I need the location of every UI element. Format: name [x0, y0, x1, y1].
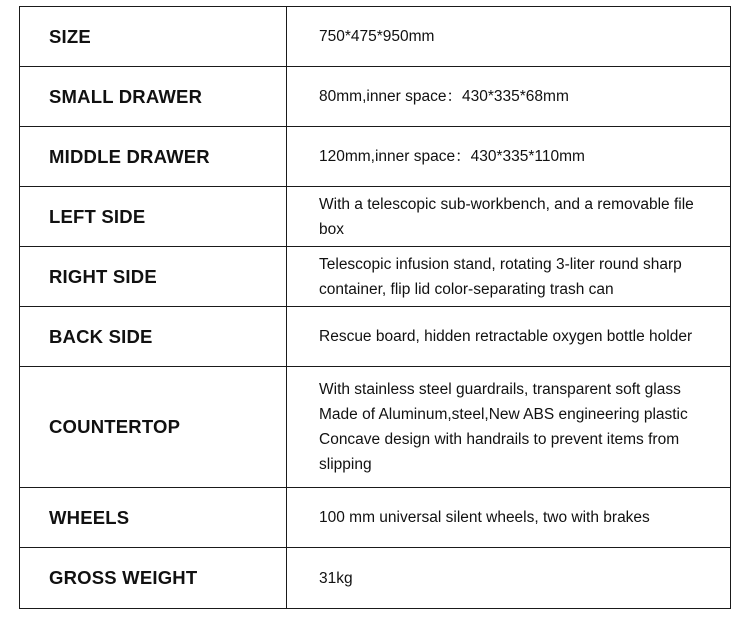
spec-label: RIGHT SIDE [20, 247, 287, 307]
spec-label: COUNTERTOP [20, 367, 287, 488]
spec-row-middle-drawer [20, 127, 731, 187]
spec-row-size [20, 7, 731, 67]
spec-value-line: container, flip lid color-separating trash can [319, 280, 614, 298]
spec-label: SIZE [20, 7, 287, 67]
spec-value-line: 80mm,inner space：430*335*68mm [319, 88, 569, 105]
spec-value-line: 100 mm universal silent wheels, two with brakes [319, 509, 650, 526]
spec-value-line: box [319, 220, 344, 238]
spec-value-line: Made of Aluminum,steel,New ABS engineering plastic [319, 406, 688, 423]
spec-row-left-side [20, 187, 731, 247]
spec-row-gross-weight [20, 548, 731, 609]
spec-value [287, 247, 731, 307]
spec-value-line: Concave design with handrails to prevent items from [319, 431, 680, 448]
spec-row-right-side [20, 247, 731, 307]
spec-row-back-side [20, 307, 731, 367]
spec-row-countertop [20, 367, 731, 488]
spec-label: SMALL DRAWER [20, 67, 287, 127]
spec-value-line: slipping [319, 456, 372, 473]
spec-value-line: With stainless steel guardrails, transparent soft glass [319, 381, 681, 398]
spec-row-small-drawer [20, 67, 731, 127]
spec-value [287, 7, 731, 67]
spec-label: BACK SIDE [20, 307, 287, 367]
spec-table [19, 6, 731, 609]
spec-value-line: Telescopic infusion stand, rotating 3-liter round sharp [319, 255, 682, 273]
spec-value-line: Rescue board, hidden retractable oxygen bottle holder [319, 328, 693, 345]
spec-value-line: 120mm,inner space：430*335*110mm [319, 148, 585, 165]
spec-value [287, 187, 731, 247]
spec-value [287, 67, 731, 127]
spec-value [287, 548, 731, 609]
spec-label: WHEELS [20, 488, 287, 548]
spec-label: MIDDLE DRAWER [20, 127, 287, 187]
spec-row-wheels [20, 488, 731, 548]
spec-value [287, 367, 731, 488]
spec-value-line: With a telescopic sub-workbench, and a removable file [319, 195, 694, 213]
spec-value [287, 127, 731, 187]
spec-value [287, 307, 731, 367]
spec-value-line: 31kg [319, 569, 353, 587]
spec-label: GROSS WEIGHT [20, 548, 287, 609]
spec-value-line: 750*475*950mm [319, 28, 435, 45]
spec-value [287, 488, 731, 548]
spec-label: LEFT SIDE [20, 187, 287, 247]
